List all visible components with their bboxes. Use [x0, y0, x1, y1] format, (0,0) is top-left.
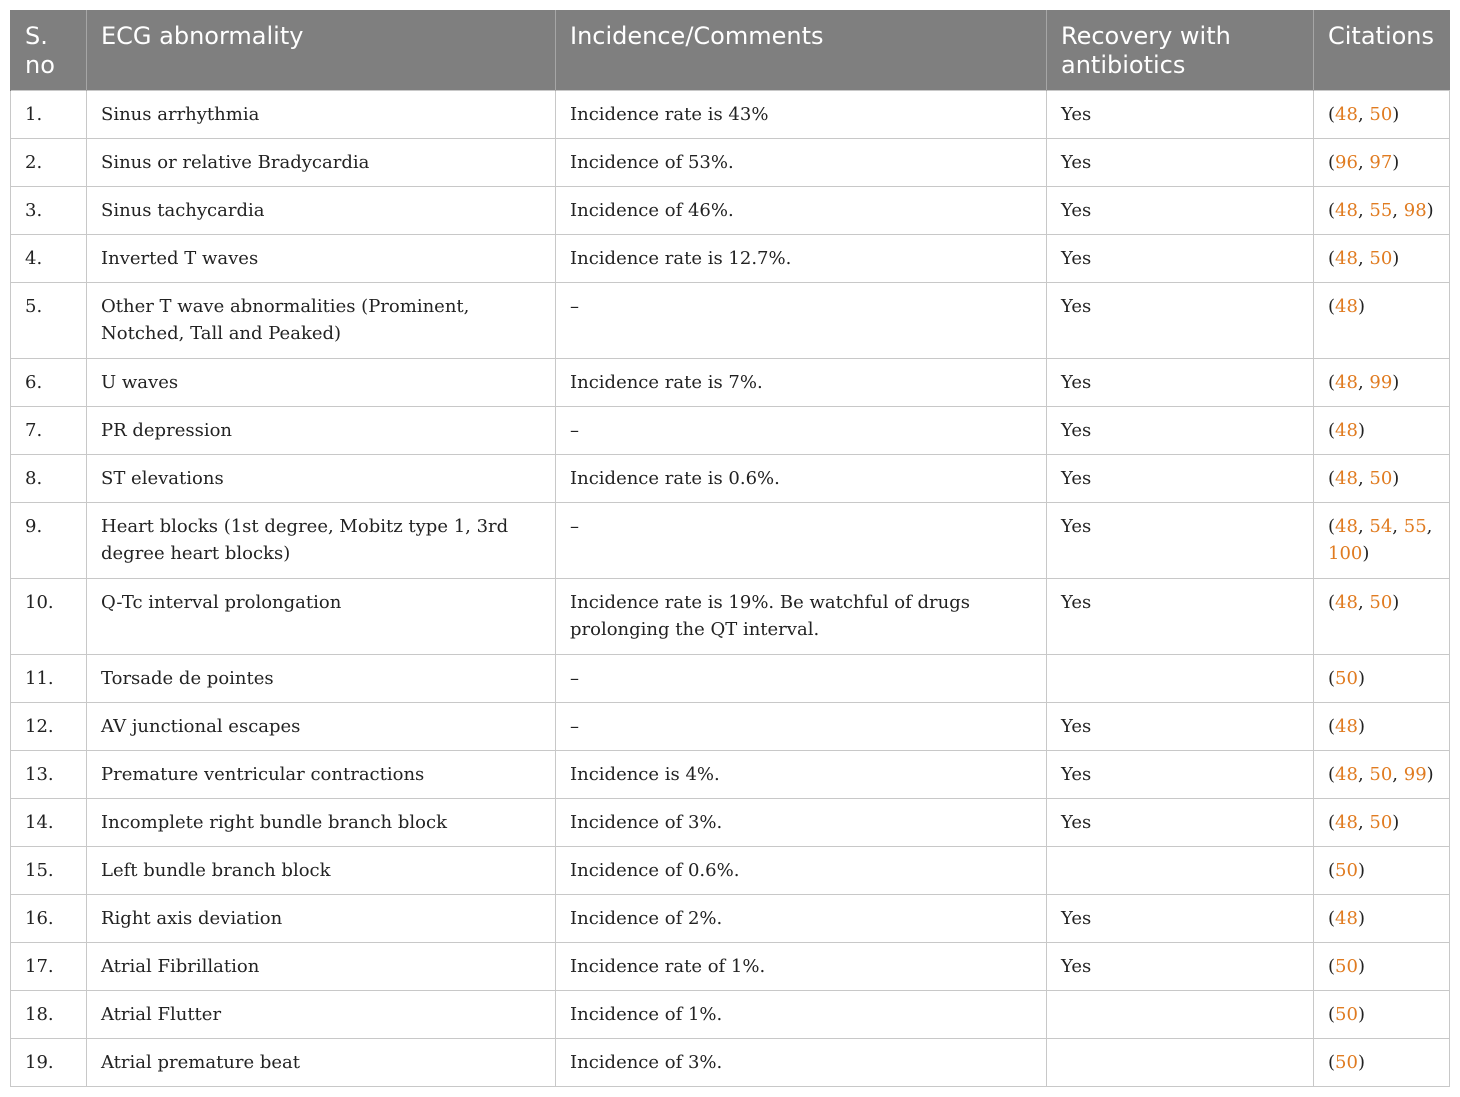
cell-incidence: Incidence of 1%.	[556, 991, 1047, 1039]
citation-link[interactable]: 50	[1335, 668, 1358, 689]
citation-link[interactable]: 50	[1369, 592, 1393, 613]
citation-link[interactable]: 50	[1369, 104, 1393, 125]
cell-sno: 6.	[11, 359, 87, 407]
cell-citations: (48, 50)	[1314, 235, 1450, 283]
cell-citations: (48)	[1314, 703, 1450, 751]
cell-incidence: Incidence rate of 1%.	[556, 943, 1047, 991]
cell-incidence: Incidence rate is 7%.	[556, 359, 1047, 407]
cell-incidence: Incidence of 3%.	[556, 799, 1047, 847]
table-row	[11, 283, 1450, 359]
table-row	[11, 799, 1450, 847]
cell-citations: (48, 50)	[1314, 455, 1450, 503]
table-body	[11, 91, 1450, 1087]
header-abnormality: ECG abnormality	[87, 10, 556, 91]
cell-citations: (50)	[1314, 847, 1450, 895]
citation-link[interactable]: 54	[1369, 516, 1393, 537]
cell-sno: 2.	[11, 139, 87, 187]
cell-recovery: Yes	[1047, 703, 1314, 751]
cell-citations: (48)	[1314, 283, 1450, 359]
cell-sno: 11.	[11, 655, 87, 703]
cell-sno: 19.	[11, 1039, 87, 1087]
cell-recovery: Yes	[1047, 751, 1314, 799]
cell-citations: (50)	[1314, 943, 1450, 991]
cell-incidence: Incidence of 46%.	[556, 187, 1047, 235]
cell-sno: 15.	[11, 847, 87, 895]
cell-recovery	[1047, 1039, 1314, 1087]
cell-recovery: Yes	[1047, 895, 1314, 943]
citation-link[interactable]: 99	[1403, 764, 1427, 785]
cell-incidence: –	[556, 655, 1047, 703]
citation-link[interactable]: 48	[1335, 372, 1358, 393]
cell-citations: (50)	[1314, 991, 1450, 1039]
table-row	[11, 895, 1450, 943]
cell-abnormality: Atrial Fibrillation	[87, 943, 556, 991]
citation-link[interactable]: 48	[1335, 764, 1358, 785]
citation-link[interactable]: 48	[1335, 420, 1358, 441]
table-row	[11, 943, 1450, 991]
cell-citations: (48, 50, 99)	[1314, 751, 1450, 799]
cell-abnormality: Other T wave abnormalities (Prominent, Notched, Tall and Peaked)	[87, 283, 556, 359]
cell-incidence: Incidence of 3%.	[556, 1039, 1047, 1087]
table-row	[11, 91, 1450, 139]
table-row	[11, 751, 1450, 799]
citation-link[interactable]: 48	[1335, 716, 1358, 737]
cell-abnormality: Sinus tachycardia	[87, 187, 556, 235]
table-row	[11, 187, 1450, 235]
cell-recovery: Yes	[1047, 407, 1314, 455]
citation-link[interactable]: 48	[1335, 468, 1358, 489]
cell-abnormality: PR depression	[87, 407, 556, 455]
citation-link[interactable]: 50	[1335, 1004, 1358, 1025]
table-row	[11, 655, 1450, 703]
cell-recovery: Yes	[1047, 187, 1314, 235]
cell-sno: 9.	[11, 503, 87, 579]
cell-recovery: Yes	[1047, 943, 1314, 991]
cell-sno: 1.	[11, 91, 87, 139]
cell-sno: 8.	[11, 455, 87, 503]
cell-citations: (48)	[1314, 895, 1450, 943]
table-row	[11, 1039, 1450, 1087]
cell-abnormality: ST elevations	[87, 455, 556, 503]
cell-abnormality: Left bundle branch block	[87, 847, 556, 895]
cell-citations: (96, 97)	[1314, 139, 1450, 187]
cell-recovery: Yes	[1047, 503, 1314, 579]
cell-sno: 14.	[11, 799, 87, 847]
cell-incidence: –	[556, 503, 1047, 579]
cell-abnormality: Sinus arrhythmia	[87, 91, 556, 139]
cell-incidence: Incidence rate is 0.6%.	[556, 455, 1047, 503]
citation-link[interactable]: 48	[1335, 200, 1358, 221]
cell-citations: (48, 50)	[1314, 579, 1450, 655]
table-row	[11, 847, 1450, 895]
citation-link[interactable]: 55	[1369, 200, 1393, 221]
cell-sno: 10.	[11, 579, 87, 655]
cell-citations: (48, 54, 55, 100)	[1314, 503, 1450, 579]
cell-abnormality: Premature ventricular contractions	[87, 751, 556, 799]
cell-recovery: Yes	[1047, 455, 1314, 503]
cell-abnormality: U waves	[87, 359, 556, 407]
cell-abnormality: Inverted T waves	[87, 235, 556, 283]
cell-incidence: –	[556, 407, 1047, 455]
citation-link[interactable]: 100	[1328, 543, 1363, 564]
citation-link[interactable]: 99	[1369, 372, 1393, 393]
header-row	[11, 10, 1450, 91]
citation-link[interactable]: 50	[1369, 468, 1393, 489]
cell-sno: 18.	[11, 991, 87, 1039]
cell-abnormality: AV junctional escapes	[87, 703, 556, 751]
header-recovery: Recovery with antibiotics	[1047, 10, 1314, 91]
cell-abnormality: Q-Tc interval prolongation	[87, 579, 556, 655]
citation-link[interactable]: 48	[1335, 296, 1358, 317]
cell-abnormality: Torsade de pointes	[87, 655, 556, 703]
table-row	[11, 579, 1450, 655]
table-row	[11, 407, 1450, 455]
cell-incidence: Incidence rate is 43%	[556, 91, 1047, 139]
citation-link[interactable]: 98	[1403, 200, 1427, 221]
citation-link[interactable]: 50	[1369, 248, 1393, 269]
citation-link[interactable]: 50	[1369, 764, 1393, 785]
citation-link[interactable]: 48	[1335, 516, 1358, 537]
cell-abnormality: Sinus or relative Bradycardia	[87, 139, 556, 187]
cell-recovery: Yes	[1047, 799, 1314, 847]
cell-citations: (50)	[1314, 1039, 1450, 1087]
cell-recovery: Yes	[1047, 91, 1314, 139]
cell-incidence: Incidence of 53%.	[556, 139, 1047, 187]
table-row	[11, 455, 1450, 503]
cell-recovery: Yes	[1047, 359, 1314, 407]
cell-citations: (48, 50)	[1314, 799, 1450, 847]
table-row	[11, 991, 1450, 1039]
table-row	[11, 139, 1450, 187]
citation-link[interactable]: 50	[1335, 860, 1358, 881]
cell-sno: 5.	[11, 283, 87, 359]
cell-sno: 7.	[11, 407, 87, 455]
table-row	[11, 503, 1450, 579]
cell-incidence: –	[556, 703, 1047, 751]
citation-link[interactable]: 55	[1403, 516, 1427, 537]
cell-abnormality: Atrial premature beat	[87, 1039, 556, 1087]
table-row	[11, 703, 1450, 751]
citation-link[interactable]: 48	[1335, 908, 1358, 929]
header-incidence: Incidence/Comments	[556, 10, 1047, 91]
cell-incidence: Incidence rate is 12.7%.	[556, 235, 1047, 283]
cell-recovery	[1047, 847, 1314, 895]
cell-citations: (48, 99)	[1314, 359, 1450, 407]
cell-citations: (48)	[1314, 407, 1450, 455]
cell-recovery	[1047, 991, 1314, 1039]
citation-link[interactable]: 96	[1335, 152, 1358, 173]
citation-link[interactable]: 97	[1369, 152, 1393, 173]
table-row	[11, 359, 1450, 407]
cell-incidence: Incidence rate is 19%. Be watchful of drugs prolonging the QT interval.	[556, 579, 1047, 655]
cell-abnormality: Right axis deviation	[87, 895, 556, 943]
cell-recovery: Yes	[1047, 579, 1314, 655]
citation-link[interactable]: 48	[1335, 104, 1358, 125]
citation-link[interactable]: 48	[1335, 248, 1358, 269]
cell-abnormality: Atrial Flutter	[87, 991, 556, 1039]
header-sno: S. no	[11, 10, 87, 91]
citation-link[interactable]: 48	[1335, 812, 1358, 833]
citation-link[interactable]: 48	[1335, 592, 1358, 613]
cell-citations: (50)	[1314, 655, 1450, 703]
ecg-abnormalities-table	[10, 10, 1450, 1087]
cell-recovery: Yes	[1047, 235, 1314, 283]
cell-incidence: –	[556, 283, 1047, 359]
cell-abnormality: Heart blocks (1st degree, Mobitz type 1, 3rd degree heart blocks)	[87, 503, 556, 579]
cell-sno: 16.	[11, 895, 87, 943]
cell-sno: 17.	[11, 943, 87, 991]
cell-sno: 13.	[11, 751, 87, 799]
cell-citations: (48, 55, 98)	[1314, 187, 1450, 235]
citation-link[interactable]: 50	[1335, 1052, 1358, 1073]
cell-abnormality: Incomplete right bundle branch block	[87, 799, 556, 847]
citation-link[interactable]: 50	[1369, 812, 1393, 833]
cell-sno: 4.	[11, 235, 87, 283]
header-citations: Citations	[1314, 10, 1450, 91]
cell-recovery: Yes	[1047, 139, 1314, 187]
cell-incidence: Incidence is 4%.	[556, 751, 1047, 799]
cell-incidence: Incidence of 2%.	[556, 895, 1047, 943]
cell-sno: 3.	[11, 187, 87, 235]
table-row	[11, 235, 1450, 283]
citation-link[interactable]: 50	[1335, 956, 1358, 977]
cell-citations: (48, 50)	[1314, 91, 1450, 139]
cell-recovery: Yes	[1047, 283, 1314, 359]
cell-recovery	[1047, 655, 1314, 703]
cell-sno: 12.	[11, 703, 87, 751]
cell-incidence: Incidence of 0.6%.	[556, 847, 1047, 895]
